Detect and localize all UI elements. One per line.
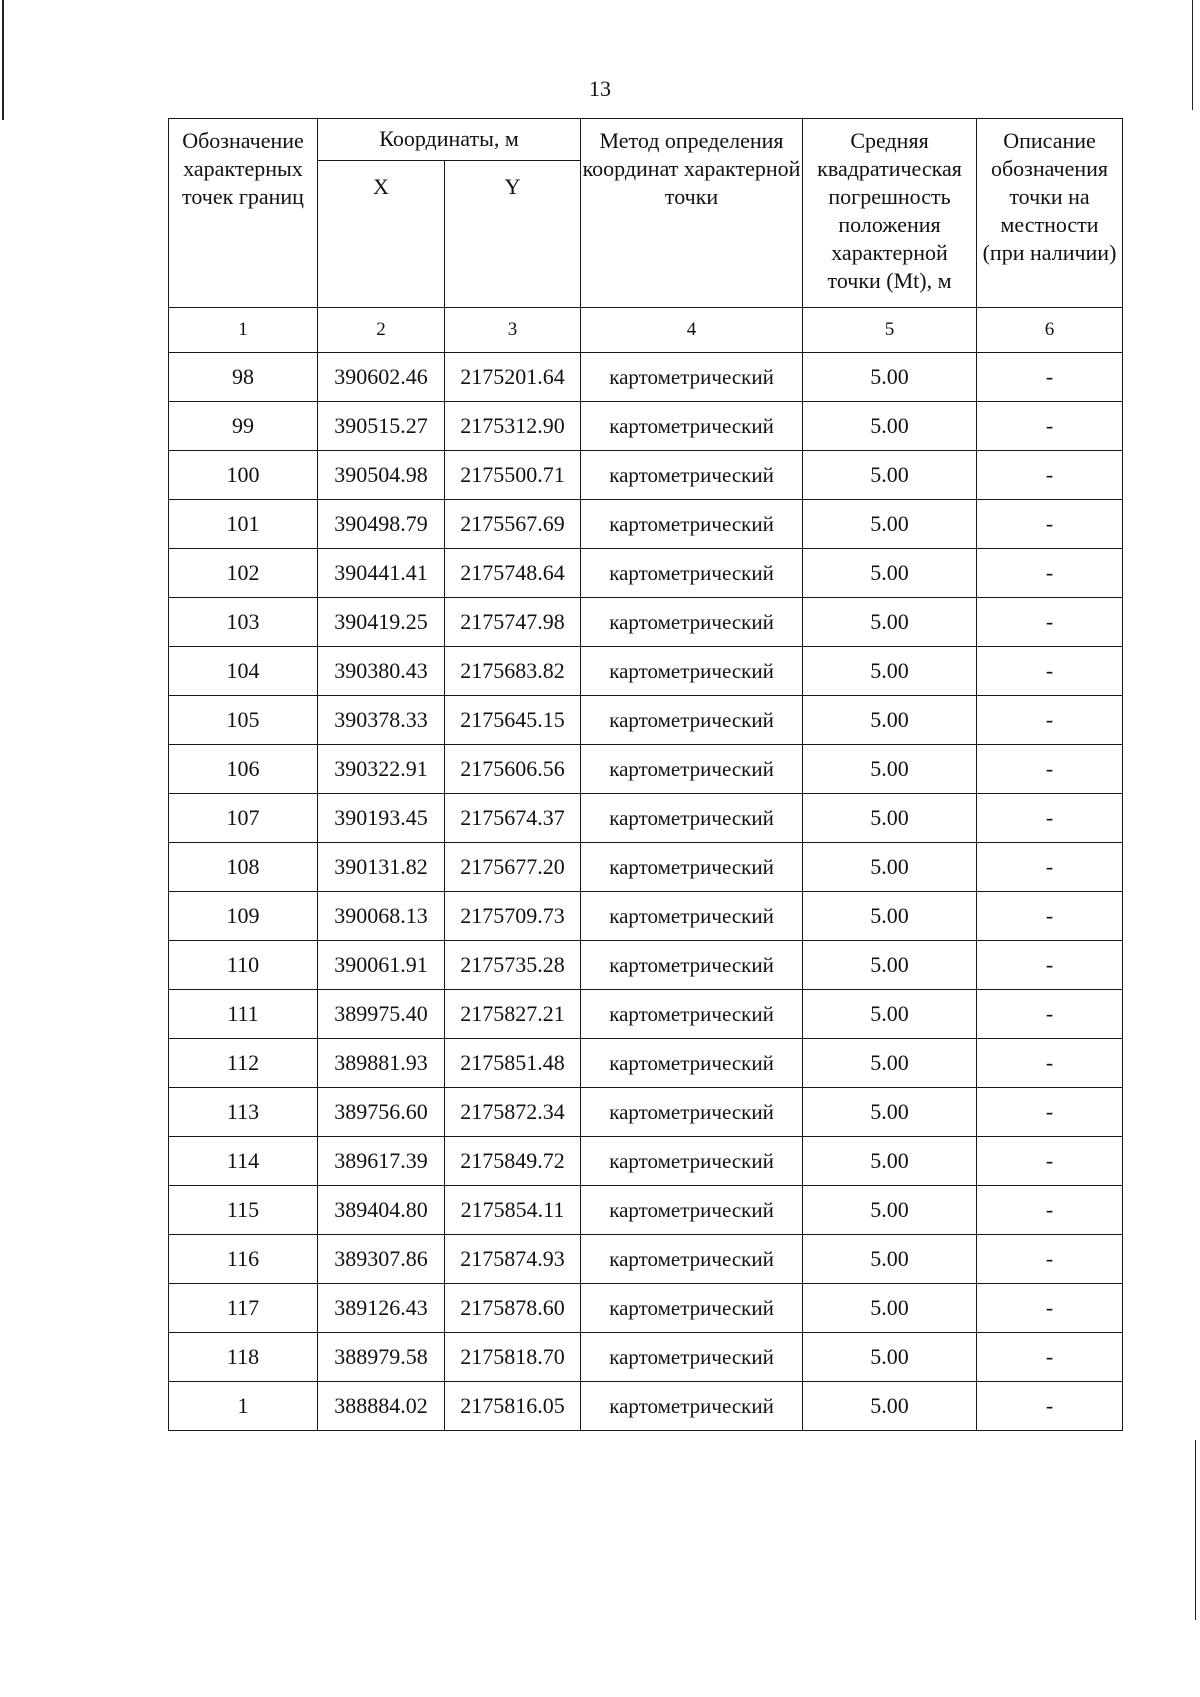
- point-cell: 116: [169, 1235, 318, 1284]
- point-cell: 100: [169, 451, 318, 500]
- method-cell: картометрический: [581, 1186, 803, 1235]
- method-cell: картометрический: [581, 1382, 803, 1431]
- header-row: [169, 119, 1123, 161]
- x-coordinate-cell: 390441.41: [318, 549, 445, 598]
- x-coordinate-cell: 389404.80: [318, 1186, 445, 1235]
- method-cell: картометрический: [581, 1235, 803, 1284]
- header-description: Описание обозначения точки на местности (при наличии): [977, 119, 1123, 308]
- coordinates-table: [168, 118, 1123, 1431]
- description-cell: -: [977, 892, 1123, 941]
- point-cell: 118: [169, 1333, 318, 1382]
- method-cell: картометрический: [581, 696, 803, 745]
- description-cell: -: [977, 1088, 1123, 1137]
- x-coordinate-cell: 390378.33: [318, 696, 445, 745]
- description-cell: -: [977, 549, 1123, 598]
- point-cell: 110: [169, 941, 318, 990]
- y-coordinate-cell: 2175878.60: [445, 1284, 581, 1333]
- y-coordinate-cell: 2175747.98: [445, 598, 581, 647]
- x-coordinate-cell: 389126.43: [318, 1284, 445, 1333]
- y-coordinate-cell: 2175683.82: [445, 647, 581, 696]
- description-cell: -: [977, 647, 1123, 696]
- scan-edge-right-bottom: [1195, 1440, 1196, 1620]
- table-row: [169, 1186, 1123, 1235]
- page-number: 13: [589, 76, 611, 101]
- y-coordinate-cell: 2175849.72: [445, 1137, 581, 1186]
- x-coordinate-cell: 390061.91: [318, 941, 445, 990]
- point-cell: 108: [169, 843, 318, 892]
- description-cell: -: [977, 1186, 1123, 1235]
- method-cell: картометрический: [581, 892, 803, 941]
- header-point-designation: Обозначение характерных точек границ: [169, 119, 318, 308]
- table-row: [169, 1039, 1123, 1088]
- description-cell: -: [977, 1137, 1123, 1186]
- method-cell: картометрический: [581, 549, 803, 598]
- error-cell: 5.00: [803, 990, 977, 1039]
- point-cell: 104: [169, 647, 318, 696]
- column-number: 4: [581, 308, 803, 353]
- description-cell: -: [977, 941, 1123, 990]
- error-cell: 5.00: [803, 941, 977, 990]
- point-cell: 98: [169, 353, 318, 402]
- y-coordinate-cell: 2175500.71: [445, 451, 581, 500]
- y-coordinate-cell: 2175645.15: [445, 696, 581, 745]
- method-cell: картометрический: [581, 794, 803, 843]
- point-cell: 114: [169, 1137, 318, 1186]
- description-cell: -: [977, 500, 1123, 549]
- point-cell: 113: [169, 1088, 318, 1137]
- table-row: [169, 990, 1123, 1039]
- y-coordinate-cell: 2175872.34: [445, 1088, 581, 1137]
- method-cell: картометрический: [581, 843, 803, 892]
- scan-edge-left: [2, 0, 4, 120]
- x-coordinate-cell: 390322.91: [318, 745, 445, 794]
- method-cell: картометрический: [581, 990, 803, 1039]
- table-row: [169, 1235, 1123, 1284]
- x-coordinate-cell: 390498.79: [318, 500, 445, 549]
- description-cell: -: [977, 696, 1123, 745]
- error-cell: 5.00: [803, 451, 977, 500]
- x-coordinate-cell: 390504.98: [318, 451, 445, 500]
- column-number: 3: [445, 308, 581, 353]
- error-cell: 5.00: [803, 1088, 977, 1137]
- table-row: [169, 402, 1123, 451]
- x-coordinate-cell: 390602.46: [318, 353, 445, 402]
- table-row: [169, 353, 1123, 402]
- x-coordinate-cell: 389617.39: [318, 1137, 445, 1186]
- y-coordinate-cell: 2175818.70: [445, 1333, 581, 1382]
- table-row: [169, 549, 1123, 598]
- column-number: 6: [977, 308, 1123, 353]
- header-error: Средняя квадратическая погрешность положения характерной точки (Mt), м: [803, 119, 977, 308]
- error-cell: 5.00: [803, 892, 977, 941]
- y-coordinate-cell: 2175606.56: [445, 745, 581, 794]
- method-cell: картометрический: [581, 745, 803, 794]
- y-coordinate-cell: 2175674.37: [445, 794, 581, 843]
- table-row: [169, 892, 1123, 941]
- error-cell: 5.00: [803, 843, 977, 892]
- table-row: [169, 1137, 1123, 1186]
- error-cell: 5.00: [803, 1333, 977, 1382]
- column-number-row: [169, 308, 1123, 353]
- point-cell: 109: [169, 892, 318, 941]
- x-coordinate-cell: 390380.43: [318, 647, 445, 696]
- x-coordinate-cell: 390068.13: [318, 892, 445, 941]
- table-row: [169, 647, 1123, 696]
- error-cell: 5.00: [803, 1186, 977, 1235]
- method-cell: картометрический: [581, 941, 803, 990]
- point-cell: 106: [169, 745, 318, 794]
- method-cell: картометрический: [581, 1039, 803, 1088]
- point-cell: 117: [169, 1284, 318, 1333]
- description-cell: -: [977, 794, 1123, 843]
- x-coordinate-cell: 389307.86: [318, 1235, 445, 1284]
- description-cell: -: [977, 1039, 1123, 1088]
- method-cell: картометрический: [581, 1137, 803, 1186]
- table-row: [169, 500, 1123, 549]
- point-cell: 101: [169, 500, 318, 549]
- description-cell: -: [977, 745, 1123, 794]
- column-number: 2: [318, 308, 445, 353]
- method-cell: картометрический: [581, 598, 803, 647]
- table-row: [169, 745, 1123, 794]
- x-coordinate-cell: 389756.60: [318, 1088, 445, 1137]
- table-row: [169, 1088, 1123, 1137]
- error-cell: 5.00: [803, 1137, 977, 1186]
- error-cell: 5.00: [803, 598, 977, 647]
- description-cell: -: [977, 1333, 1123, 1382]
- x-coordinate-cell: 389881.93: [318, 1039, 445, 1088]
- y-coordinate-cell: 2175854.11: [445, 1186, 581, 1235]
- header-y: Y: [445, 160, 581, 307]
- column-number: 1: [169, 308, 318, 353]
- y-coordinate-cell: 2175874.93: [445, 1235, 581, 1284]
- error-cell: 5.00: [803, 647, 977, 696]
- point-cell: 112: [169, 1039, 318, 1088]
- description-cell: -: [977, 1284, 1123, 1333]
- x-coordinate-cell: 390419.25: [318, 598, 445, 647]
- point-cell: 105: [169, 696, 318, 745]
- error-cell: 5.00: [803, 402, 977, 451]
- method-cell: картометрический: [581, 1333, 803, 1382]
- method-cell: картометрический: [581, 647, 803, 696]
- table-row: [169, 1382, 1123, 1431]
- header-method: Метод определения координат характерной точки: [581, 119, 803, 308]
- y-coordinate-cell: 2175735.28: [445, 941, 581, 990]
- x-coordinate-cell: 389975.40: [318, 990, 445, 1039]
- description-cell: -: [977, 1235, 1123, 1284]
- error-cell: 5.00: [803, 745, 977, 794]
- table-row: [169, 598, 1123, 647]
- x-coordinate-cell: 388884.02: [318, 1382, 445, 1431]
- method-cell: картометрический: [581, 402, 803, 451]
- point-cell: 115: [169, 1186, 318, 1235]
- error-cell: 5.00: [803, 1382, 977, 1431]
- point-cell: 103: [169, 598, 318, 647]
- y-coordinate-cell: 2175201.64: [445, 353, 581, 402]
- table-row: [169, 794, 1123, 843]
- table-row: [169, 941, 1123, 990]
- table-row: [169, 696, 1123, 745]
- point-cell: 99: [169, 402, 318, 451]
- y-coordinate-cell: 2175709.73: [445, 892, 581, 941]
- header-x: X: [318, 160, 445, 307]
- table-row: [169, 1284, 1123, 1333]
- description-cell: -: [977, 990, 1123, 1039]
- x-coordinate-cell: 390515.27: [318, 402, 445, 451]
- error-cell: 5.00: [803, 1039, 977, 1088]
- y-coordinate-cell: 2175748.64: [445, 549, 581, 598]
- error-cell: 5.00: [803, 353, 977, 402]
- x-coordinate-cell: 390131.82: [318, 843, 445, 892]
- y-coordinate-cell: 2175851.48: [445, 1039, 581, 1088]
- description-cell: -: [977, 598, 1123, 647]
- y-coordinate-cell: 2175827.21: [445, 990, 581, 1039]
- description-cell: -: [977, 1382, 1123, 1431]
- point-cell: 102: [169, 549, 318, 598]
- error-cell: 5.00: [803, 500, 977, 549]
- y-coordinate-cell: 2175312.90: [445, 402, 581, 451]
- method-cell: картометрический: [581, 451, 803, 500]
- y-coordinate-cell: 2175567.69: [445, 500, 581, 549]
- description-cell: -: [977, 353, 1123, 402]
- method-cell: картометрический: [581, 353, 803, 402]
- header-coordinates: Координаты, м: [318, 119, 581, 161]
- table-row: [169, 451, 1123, 500]
- table-row: [169, 843, 1123, 892]
- method-cell: картометрический: [581, 500, 803, 549]
- method-cell: картометрический: [581, 1284, 803, 1333]
- y-coordinate-cell: 2175816.05: [445, 1382, 581, 1431]
- column-number: 5: [803, 308, 977, 353]
- point-cell: 1: [169, 1382, 318, 1431]
- point-cell: 111: [169, 990, 318, 1039]
- table-body: [169, 353, 1123, 1431]
- description-cell: -: [977, 402, 1123, 451]
- x-coordinate-cell: 390193.45: [318, 794, 445, 843]
- x-coordinate-cell: 388979.58: [318, 1333, 445, 1382]
- y-coordinate-cell: 2175677.20: [445, 843, 581, 892]
- error-cell: 5.00: [803, 794, 977, 843]
- point-cell: 107: [169, 794, 318, 843]
- error-cell: 5.00: [803, 1284, 977, 1333]
- table-row: [169, 1333, 1123, 1382]
- description-cell: -: [977, 451, 1123, 500]
- description-cell: -: [977, 843, 1123, 892]
- method-cell: картометрический: [581, 1088, 803, 1137]
- error-cell: 5.00: [803, 696, 977, 745]
- error-cell: 5.00: [803, 549, 977, 598]
- error-cell: 5.00: [803, 1235, 977, 1284]
